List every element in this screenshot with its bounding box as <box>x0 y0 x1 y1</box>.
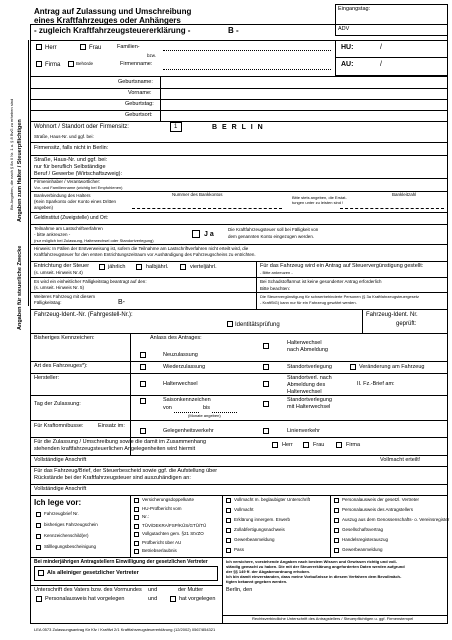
vorlage-checkbox[interactable] <box>226 518 231 523</box>
side-divider <box>28 40 29 306</box>
vorlage-checkbox[interactable] <box>226 528 231 533</box>
row-divider <box>30 76 448 77</box>
vorlage-item-label: TÜV/DEKRA/FSP/KÜS/GTÜ/TÜ <box>142 522 207 528</box>
firmeninhaber-label: Firmeninhaber / Verantwortlicher: <box>34 179 101 184</box>
staendig-text: ständig gemacht zu haben. Die mit der Steuererklärung angeforderten Daten werden aufgrund <box>226 564 405 569</box>
ident-column-divider <box>362 309 363 333</box>
firmensitz-label: Firmensitz, falls nicht in Berlin: <box>34 145 109 151</box>
linienverkehr-checkbox[interactable] <box>263 428 269 434</box>
vorlage-item-label: Nr.: <box>142 514 150 519</box>
bin-damit-text: Ich bin damit einverstanden, dass meine Vorbußnisse in diesem Verfahren dem Bevollmäch- <box>226 574 402 579</box>
mit-halterwechsel-label: mit Halterwechsel <box>287 404 331 410</box>
bzw-label: bzw. <box>147 53 157 58</box>
vorlage-item-label: Zollabfertigungsnachweis <box>234 527 285 532</box>
row-divider <box>30 395 448 396</box>
monate-label: (Monate angeben) <box>188 413 221 418</box>
rechtsverbindlich-label: Rechtsverbindliche Unterschrift des Antragstellers / Steuerpflichtigen u. ggf. Firmenstempel <box>252 616 414 621</box>
unterschrift-vater-label: Unterschrift des Vaters bzw. des Vormundes <box>34 587 142 593</box>
vorlage-checkbox[interactable] <box>36 523 41 528</box>
art-label: Art des Fahrzeuges*): <box>34 363 88 369</box>
vorlage-item-label: Pass <box>234 547 245 552</box>
lastschrift-ja-checkbox[interactable] <box>192 230 200 238</box>
vorlage-checkbox[interactable] <box>36 512 41 517</box>
row-divider <box>30 212 448 213</box>
neuzulassung-checkbox[interactable] <box>140 352 146 358</box>
tungen-label: tungen unter zu leisten sind ! <box>292 200 344 205</box>
bankverbindung-label: Bankverbindung des Halters <box>34 193 91 198</box>
vorlage-item-label: bisheriges Fahrzeugschein <box>44 522 98 527</box>
row-divider <box>30 110 448 111</box>
fuer-die-label: Für die Zulassung / Umschreibung sowie die damit im Zusammenhang <box>34 439 207 445</box>
kraftfahrzeugsteuer-text: Kraftfahrzeugsteuer für den ersten Entrichtungszeitraum vor Aushändigung des Fahrzeugscheins zu entrichten. <box>34 252 256 257</box>
firmeninhaber-sub: Vor- und Familienname (wichtig bei Empfohlenen) <box>34 185 123 190</box>
saisonkennzeichen-label: Saisonkennzeichen <box>163 397 211 403</box>
title-line2: eines Kraftfahrzeuges oder Anhängers <box>34 16 181 25</box>
berlin-den-label: Berlin, den <box>226 587 253 593</box>
vorlage-checkbox[interactable] <box>134 532 139 537</box>
alleiniger-label: Als alleiniger gesetzlicher Vertreter <box>47 570 139 576</box>
strasse2-label: Straße, Haus-Nr. und ggf. bei: <box>34 157 108 163</box>
vorlage-item-label: Erklärung innergem. Erwerb <box>234 517 291 522</box>
au-label: AU: <box>341 61 354 68</box>
vorlage-checkbox[interactable] <box>334 518 339 523</box>
wiederzulassung-checkbox[interactable] <box>140 364 146 370</box>
identitaetspruefung-checkbox[interactable] <box>227 321 233 327</box>
vorlage-item-label: Handelsregisterauszug <box>342 537 389 542</box>
halterwechsel-ab-checkbox[interactable] <box>263 343 269 349</box>
steuer-column-divider <box>256 261 257 309</box>
nach-abmeldung-label: nach Abmeldung <box>287 347 328 353</box>
geldinstitut-label: Geldinstitut (Zweigstelle) und Ort: <box>34 215 109 221</box>
ii-fz-brief-label: II. Fz.-Brief am: <box>357 381 395 387</box>
adv-divider <box>335 24 448 25</box>
vorlage-item-label: Vollgutachten gem. §21 StVZO <box>142 531 204 536</box>
vollstaendige2-label: Vollständige Anschrift <box>34 486 87 492</box>
row-divider <box>30 484 448 485</box>
fuer-fahrzeug-label: Für das Fahrzeug/Brief, der Steuerbescheid sowie ggf. die Aufstellung über <box>34 468 218 474</box>
veraenderung-checkbox[interactable] <box>350 364 356 370</box>
stehenden-label: stehenden kraftfahrzeugsteuerlichen Angelegenheiten wird hiermit <box>34 446 196 452</box>
kontonummer-label: Nummer des Bankkontos <box>172 192 223 197</box>
vorlage-item-label: Auszug aus dem Genossenschafts- o. Vereinsregister <box>342 517 450 522</box>
paragraph-text: der §§ 149 ff. der Abgabenordnung erhoben. <box>226 569 311 574</box>
rueckstaende-label: Rückstände bei der Kraftfahrzeugsteuer sind auszuhändigen an: <box>34 475 191 481</box>
identitaetspruefung-label: Identitätsprüfung <box>235 322 280 328</box>
vorlage-checkbox[interactable] <box>226 538 231 543</box>
anlass-label: Anlass des Antrages: <box>150 335 202 341</box>
vorlage-checkbox[interactable] <box>334 508 339 513</box>
steuer-bitte-ankreuzen: - Bitte ankreuzen - <box>260 270 293 275</box>
lastschrift-ja-label: J a <box>204 231 214 238</box>
herr-checkbox[interactable] <box>36 44 42 50</box>
vorlage-checkbox[interactable] <box>334 498 339 503</box>
halterwechsel2-label: Halterwechsel <box>287 389 322 395</box>
vorlage-item-label: HU-Prüfbericht vom <box>142 505 182 511</box>
vorlage-item-label: Fahrzeugbrief Nr. <box>44 511 79 516</box>
row-divider <box>30 557 448 558</box>
vollmacht-herr-label: Herr <box>282 442 293 448</box>
kein-sparkonto-label: (Kein Sparkonto oder Konto eines Dritten <box>34 199 117 204</box>
bisheriges-label: Bisheriges Kennzeichen: <box>34 335 95 341</box>
vollmacht-herr-checkbox[interactable] <box>272 442 278 448</box>
vierteljaehrlich-checkbox[interactable] <box>180 264 186 270</box>
row-divider <box>30 309 448 310</box>
halbjaehrlich-label: halbjährl. <box>146 264 169 270</box>
hinweis-text: Hinweis: In Fällen der Erstverweisung ist, sofern die Teilnahme am Lastschriftverfahren nicht erteilt wird, die <box>34 246 249 251</box>
vollmacht-erteilt-label: Vollmacht erteilt! <box>380 457 421 463</box>
steuerverguenstigung-label: Für das Fahrzeug wird ein Antrag auf Steuervergünstigung gestellt: <box>260 263 424 269</box>
vorlage-checkbox[interactable] <box>334 548 339 553</box>
row-divider <box>30 244 448 245</box>
kraftomnibusse-label: Für Kraftomnibusse: <box>34 423 84 429</box>
vollmacht-firma-checkbox[interactable] <box>336 442 342 448</box>
adv-label: ADV <box>338 26 350 32</box>
und2-label: und <box>148 596 158 602</box>
schadstoff-label: Bei Schadstoffarmut ist keine gesonderter Antrag erforderlich <box>260 279 382 284</box>
strasse-label: Straße, Haus-Nr. und ggf. bei: <box>34 134 94 139</box>
au-slash: / <box>380 61 382 68</box>
vorlage-col-divider <box>330 495 331 557</box>
title-line3: - zugleich Kraftfahrzeugsteuererklärung - <box>34 26 191 35</box>
row-divider <box>30 455 448 456</box>
tag-label: Tag der Zulassung: <box>34 401 81 407</box>
nur-fuer-label: nur für beruflich Selbständige <box>34 164 106 170</box>
standortverl-nach-checkbox[interactable] <box>263 381 269 387</box>
wiederzulassung-label: Wiederzulassung <box>163 364 206 370</box>
eingangstag-label: Eingangstag: <box>338 6 371 12</box>
bankleitzahl-label: Bankleitzahl <box>392 192 417 197</box>
row-divider <box>30 292 448 293</box>
firma-checkbox[interactable] <box>36 61 42 67</box>
row-divider <box>30 88 448 89</box>
abmeldung-des-label: Abmeldung des <box>287 382 326 388</box>
row-divider <box>30 261 448 262</box>
umseit2-label: (s. umseit. Hinweis Nr. 5) <box>34 285 85 290</box>
frau-checkbox[interactable] <box>80 44 86 50</box>
row-divider <box>30 333 448 334</box>
vorlage-item-label: Vollmacht <box>234 507 254 512</box>
der-mutter-label: der Mutter <box>178 587 204 593</box>
nur-moeglich-label: (nur möglich bei Zulassung, Halterwechsel oder Standortverlegung) <box>34 238 154 243</box>
veraenderung-label: Veränderung am Fahrzeug <box>359 364 425 370</box>
vorlage-checkbox[interactable] <box>226 498 231 503</box>
gelegenheitsverkehr-checkbox[interactable] <box>140 428 146 434</box>
row-divider <box>30 420 448 421</box>
vorlage-checkbox[interactable] <box>134 498 139 503</box>
vorlage-checkbox[interactable] <box>134 524 139 529</box>
firmenname-line <box>163 69 331 70</box>
hu-slash: / <box>380 44 382 51</box>
minderjaehrig-heading: Bei minderjährigen Antragstellern Einwilligung der gesetzlichen Vertreter <box>34 559 208 565</box>
hat-vorgelegen-label: hat vorgelegen <box>179 596 216 602</box>
familien-label: Familien- <box>117 44 140 50</box>
weiteres-label: Weiteres Fahrzeug mit diesem <box>34 294 95 299</box>
standortverlegung2-checkbox[interactable] <box>263 401 269 407</box>
row-divider <box>30 277 448 278</box>
saison-von-label: von <box>163 405 172 411</box>
jaehrlich-label: jährlich <box>108 264 126 270</box>
hersteller-label: Hersteller: <box>34 375 60 381</box>
vorlage-col-divider <box>130 495 131 557</box>
jaehrlich-checkbox[interactable] <box>99 264 105 270</box>
vorlage-checkbox[interactable] <box>36 545 41 550</box>
vorlage-item-label: Gewerbeanmeldung <box>234 537 275 542</box>
vorlage-item-label: Stilllegungsbescheinigung <box>44 544 97 549</box>
row-divider <box>30 224 448 225</box>
alleiniger-checkbox[interactable] <box>38 570 44 576</box>
einsatz-label: Einsatz im: <box>98 423 125 429</box>
versichere-text: Ich versichere, vorstehende Angaben nach bestem Wissen und Gewissen richtig und voll- <box>226 559 397 564</box>
vorlage-item-label: Personalausweis der gesetzl. Vertreter <box>342 497 420 502</box>
vollmacht-firma-label: Firma <box>346 442 361 448</box>
umseit-label: (s. umseit. Hinweis Nr.4) <box>34 270 83 275</box>
halterwechsel-checkbox[interactable] <box>140 381 146 387</box>
minderjaehrig-col-divider <box>222 557 223 624</box>
kraftstg-label: - KraftStG) kann nur für ein Fahrzeug gewährt werden. <box>260 300 357 305</box>
linienverkehr-label: Linienverkehr <box>287 428 321 434</box>
row-divider <box>30 191 448 192</box>
vorlage-item-label: Vollmacht m. beglaubigter Unterschrift <box>234 497 311 502</box>
vorlage-item-label: Versicherungsdoppelkarte <box>142 497 195 502</box>
bekannt-text: tigten bekannt gegeben werden. <box>226 579 288 584</box>
halbjaehrlich-checkbox[interactable] <box>136 264 142 270</box>
vollmacht-frau-label: Frau <box>313 442 325 448</box>
row-divider <box>30 437 448 438</box>
hu-au-divider <box>335 57 448 58</box>
title-line1: Antrag auf Zulassung und Umschreibung <box>34 7 192 16</box>
row-divider <box>30 495 448 496</box>
vorlage-checkbox[interactable] <box>134 507 139 512</box>
personalausweis-checkbox[interactable] <box>36 596 42 602</box>
wohnort-label: Wohnort / Standort oder Firmensitz: <box>34 124 129 130</box>
herr-label: Herr <box>45 45 57 51</box>
weiteres-b-label: B- <box>118 299 125 306</box>
title-b-label: B - <box>228 26 239 35</box>
hu-label: HU: <box>341 44 354 51</box>
fahrzeug-ident-label: Fahrzeug-Ident.-Nr. (Fahrgestell-Nr.): <box>34 312 133 318</box>
standortverl-nach-label: Standortverl. nach <box>287 375 332 381</box>
ich-lege-vor-heading: Ich lege vor: <box>34 498 82 507</box>
neuzulassung-label: Neuzulassung <box>163 352 198 358</box>
ident-nr-label: Fahrzeug-Ident. Nr. <box>366 312 418 318</box>
gelegenheitsverkehr-label: Gelegenheitsverkehr <box>163 428 214 434</box>
row-divider <box>30 155 448 156</box>
vollmacht-frau-checkbox[interactable] <box>303 442 309 448</box>
beruf-label: Beruf / Gewerbe (Wirtschaftszweig): <box>34 171 123 177</box>
vorlage-checkbox[interactable] <box>36 534 41 539</box>
row-divider <box>30 373 448 374</box>
vorlage-item-label: Personalausweis des Antragstellers <box>342 507 414 512</box>
side-bitte-label: Bis Angaben, die nach § 8a II Nr. 1 u. § 8 BvG zu erheben sind <box>9 98 14 210</box>
und-label: und <box>148 587 158 593</box>
saison-bis-label: bis <box>203 405 211 411</box>
frau-label: Frau <box>89 45 102 51</box>
standortverlegung-checkbox[interactable] <box>263 364 269 370</box>
vorlage-item-label: Kennzeichenschild(er) <box>44 533 89 538</box>
vorlage-item-label: Gesellschaftsvertrag <box>342 527 384 532</box>
vorlage-checkbox[interactable] <box>134 515 139 520</box>
footer-text: LEA 0573 Zulassungsantrag für Kfz / Kraftfzt 2/1 Kraftfahrzeugsteuererklärung (12/2002) 0567/854321 <box>34 627 216 632</box>
familienname-line <box>163 50 331 51</box>
geburtstag-label: Geburtstag: <box>125 101 154 107</box>
vorlage-checkbox[interactable] <box>226 548 231 553</box>
faelligkeitstag-label: Fälligkeitstag: <box>34 300 62 305</box>
bitte-deutlich-label: Bitte stets angeben, die Erstat- <box>292 195 347 200</box>
wohnort-city: B E R L I N <box>212 124 265 131</box>
behoerde-label: Behörde <box>76 61 94 66</box>
geprueft-label: geprüft: <box>396 321 417 327</box>
standortverlegung-label: Standortverlegung <box>287 364 332 370</box>
vorlage-checkbox[interactable] <box>334 538 339 543</box>
label-column-divider <box>160 76 161 121</box>
row-divider <box>30 142 448 143</box>
konto-label: dem genannten Konto eingezogen werden. <box>228 234 315 239</box>
vorlage-col-divider <box>222 495 223 557</box>
entrichtung-label: Entrichtung der Steuer <box>34 263 90 269</box>
einheitlich-label: Es wird ein einheitlicher Fälligkeitstag beantragt auf den: <box>34 279 147 284</box>
row-divider <box>30 121 448 122</box>
halterwechsel-ab-label: Halterwechsel <box>287 340 322 346</box>
vorlage-checkbox[interactable] <box>334 528 339 533</box>
row-divider <box>30 466 448 467</box>
vorlage-checkbox[interactable] <box>226 508 231 513</box>
angeben-label: angeben) <box>34 205 54 210</box>
vorname-label: Vorname: <box>128 90 152 96</box>
schwerbehindert-label: Die Steuervergünstigung für schwerbehinderte Personen (§ 3a Kraftfahrzeugsteuergesetz <box>260 294 419 299</box>
wohnort-nr: 1 <box>174 124 178 130</box>
bitte-ankreuzen-label: - bitte ankreuzen - <box>34 232 71 237</box>
vorlage-checkbox[interactable] <box>134 541 139 546</box>
side-angaben-steuer: Angaben für steuerliche Zwecke <box>17 245 23 330</box>
kontonummer-field[interactable] <box>132 208 282 209</box>
geburtsort-label: Geburtsort: <box>125 112 153 118</box>
vorlage-item-label: Gewerbeanmeldung <box>342 547 383 552</box>
vorlage-item-label: Prüfbericht über AU <box>142 539 182 545</box>
row-divider <box>30 361 448 362</box>
row-divider <box>30 99 448 100</box>
side-angaben-halter: Angaben zum Halter / Steuerpflichtigen <box>17 119 23 222</box>
vorlage-item-label: Betriebserlaubnis <box>142 548 177 553</box>
faelligkeit-label: Die Kraftfahrzeugsteuer soll bei Fälligkeit von <box>228 227 319 232</box>
vierteljaehrlich-label: vierteljährl. <box>190 264 217 270</box>
row-divider <box>30 585 222 586</box>
vollstaendige-label: Vollständige Anschrift <box>34 457 87 463</box>
hat-vorgelegen-checkbox[interactable] <box>170 596 176 602</box>
bitte-beachten-label: Bitte beachten: <box>260 286 291 291</box>
geburtsname-label: Geburtsname: <box>118 79 153 85</box>
personalausweis-label: Personalausweis hat vorgelegen <box>45 596 125 602</box>
vorlage-checkbox[interactable] <box>134 549 139 554</box>
firma-label: Firma <box>45 62 61 68</box>
standortverlegung2-label: Standortverlegung <box>287 397 332 403</box>
halterwechsel-label: Halterwechsel <box>163 381 198 387</box>
behoerde-checkbox[interactable] <box>68 61 74 67</box>
saison-checkbox[interactable] <box>140 398 146 404</box>
firmenname-label: Firmenname: <box>120 61 153 67</box>
teilnahme-label: Teilnahme am Lastschriftverfahren <box>34 226 103 231</box>
bankleitzahl-field[interactable] <box>340 208 444 209</box>
